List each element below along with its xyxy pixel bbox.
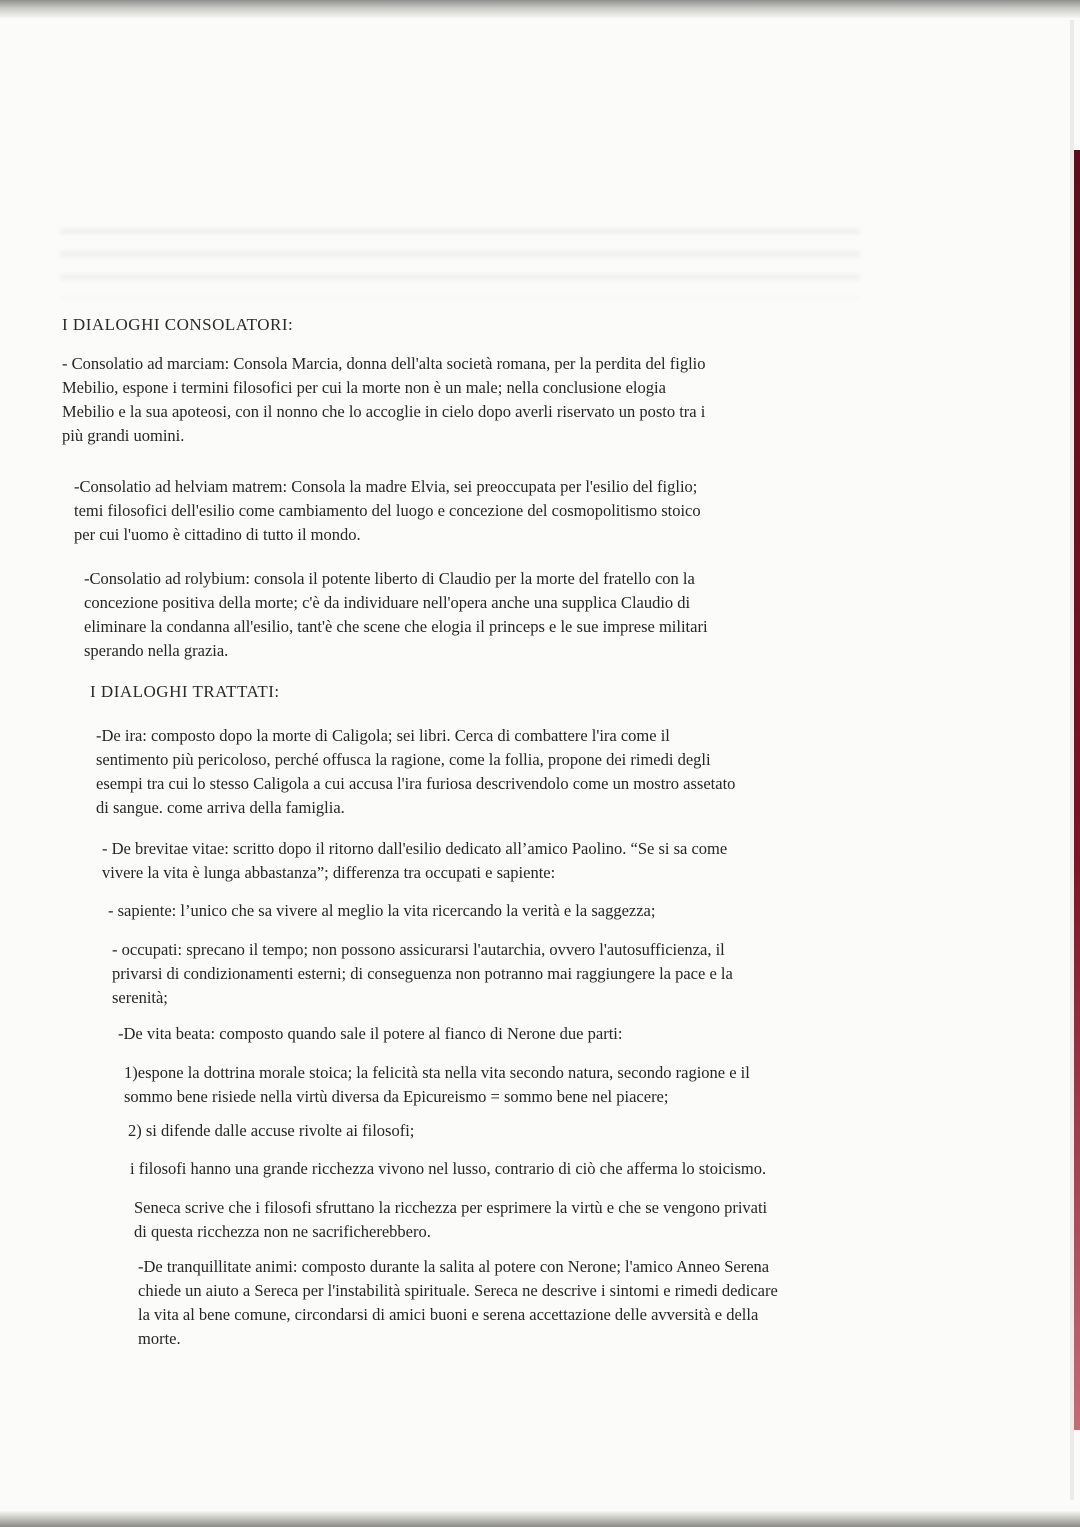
text-line: eliminare la condanna all'esilio, tant'è che scene che elogia il princeps e le sue imprese militari (84, 617, 708, 636)
text-line: più grandi uomini. (62, 426, 185, 445)
text-line: -Consolatio ad rolybium: consola il potente liberto di Claudio per la morte del fratello con la (84, 569, 695, 588)
page-bottom-shadow (0, 1511, 1080, 1527)
text-line: sommo bene risiede nella virtù diversa da Epicureismo = sommo bene nel piacere; (124, 1087, 669, 1106)
text-line: temi filosofici dell'esilio come cambiamento del luogo e concezione del cosmopolitismo stoico (74, 501, 701, 520)
paragraph-de-brevitate-vitae (102, 837, 727, 885)
text-line: sentimento più pericoloso, perché offusca la ragione, come la follia, propone dei rimedi degli (96, 750, 711, 769)
text-line: Mebilio e la sua apoteosi, con il nonno che lo accoglie in cielo dopo averli riservato un posto tra i (62, 402, 706, 421)
text-line: Mebilio, espone i termini filosofici per cui la morte non è un male; nella conclusione elogia (62, 378, 666, 397)
text-line: -De vita beata: composto quando sale il potere al fianco di Nerone due parti: (118, 1024, 623, 1043)
text-line: di sangue. come arriva della famiglia. (96, 798, 345, 817)
text-line: serenità; (112, 988, 168, 1007)
text-line: morte. (138, 1329, 181, 1348)
text-line: per cui l'uomo è cittadino di tutto il mondo. (74, 525, 361, 544)
text-line: - occupati: sprecano il tempo; non possono assicurarsi l'autarchia, ovvero l'autosufficienza, il (112, 940, 725, 959)
text-line: Seneca scrive che i filosofi sfruttano la ricchezza per esprimere la virtù e che se vengono privati (134, 1198, 768, 1217)
paragraph-consolatio-marciam (62, 352, 706, 448)
text-line: - Consolatio ad marciam: Consola Marcia, donna dell'alta società romana, per la perdita del figlio (62, 354, 706, 373)
bleed-through-text (60, 228, 860, 298)
paragraph-seneca-scrive (134, 1196, 767, 1244)
text-line: vivere la vita è lunga abbastanza”; differenza tra occupati e sapiente: (102, 863, 556, 882)
text-line: i filosofi hanno una grande ricchezza vivono nel lusso, contrario di ciò che afferma lo stoicismo. (130, 1159, 767, 1178)
text-line: la vita al bene comune, circondarsi di amici buoni e serena accettazione delle avversità e della (138, 1305, 759, 1324)
paragraph-consolatio-helviam (74, 475, 701, 547)
text-line: -Consolatio ad helviam matrem: Consola la madre Elvia, sei preoccupata per l'esilio del figlio; (74, 477, 698, 496)
paragraph-punto-2 (128, 1119, 414, 1143)
paragraph-consolatio-rolybium (84, 567, 708, 663)
text-line: sperando nella grazia. (84, 641, 229, 660)
heading-dialoghi-trattati: I DIALOGHI TRATTATI: (90, 682, 280, 701)
text-line: chiede un aiuto a Sereca per l'instabilità spirituale. Sereca ne descrive i sintomi e rimedi dedicare (138, 1281, 778, 1300)
text-line: - De brevitae vitae: scritto dopo il ritorno dall'esilio dedicato all’amico Paolino. “Se si sa come (102, 839, 728, 858)
paragraph-punto-1 (124, 1061, 750, 1109)
paragraph-de-vita-beata (118, 1022, 622, 1046)
text-line: -De ira: composto dopo la morte di Caligola; sei libri. Cerca di combattere l'ira come il (96, 726, 670, 745)
text-line: privarsi di condizionamenti esterni; di conseguenza non potranno mai raggiungere la pace e la (112, 964, 733, 983)
paragraph-occupati (112, 938, 733, 1010)
text-line: concezione positiva della morte; c'è da individuare nell'opera anche una supplica Claudio di (84, 593, 691, 612)
paragraph-sapiente (108, 899, 655, 923)
text-line: 2) si difende dalle accuse rivolte ai filosofi; (128, 1121, 415, 1140)
heading-dialoghi-consolatori: I DIALOGHI CONSOLATORI: (62, 315, 294, 334)
text-line: - sapiente: l’unico che sa vivere al meglio la vita ricercando la verità e la saggezza; (108, 901, 656, 920)
paragraph-de-ira (96, 724, 735, 820)
text-line: -De tranquillitate animi: composto durante la salita al potere con Nerone; l'amico Anneo Serena (138, 1257, 770, 1276)
paragraph-filosofi-ricchezza (130, 1157, 766, 1181)
text-line: esempi tra cui lo stesso Caligola a cui accusa l'ira furiosa descrivendolo come un mostro assetato (96, 774, 736, 793)
page-top-shadow (0, 0, 1080, 18)
paragraph-de-tranquillitate-animi (138, 1255, 778, 1351)
text-line: di questa ricchezza non ne sacrificherebbero. (134, 1222, 431, 1241)
text-line: 1)espone la dottrina morale stoica; la felicità sta nella vita secondo natura, secondo ragione e il (124, 1063, 750, 1082)
binding-edge (1074, 150, 1080, 1430)
